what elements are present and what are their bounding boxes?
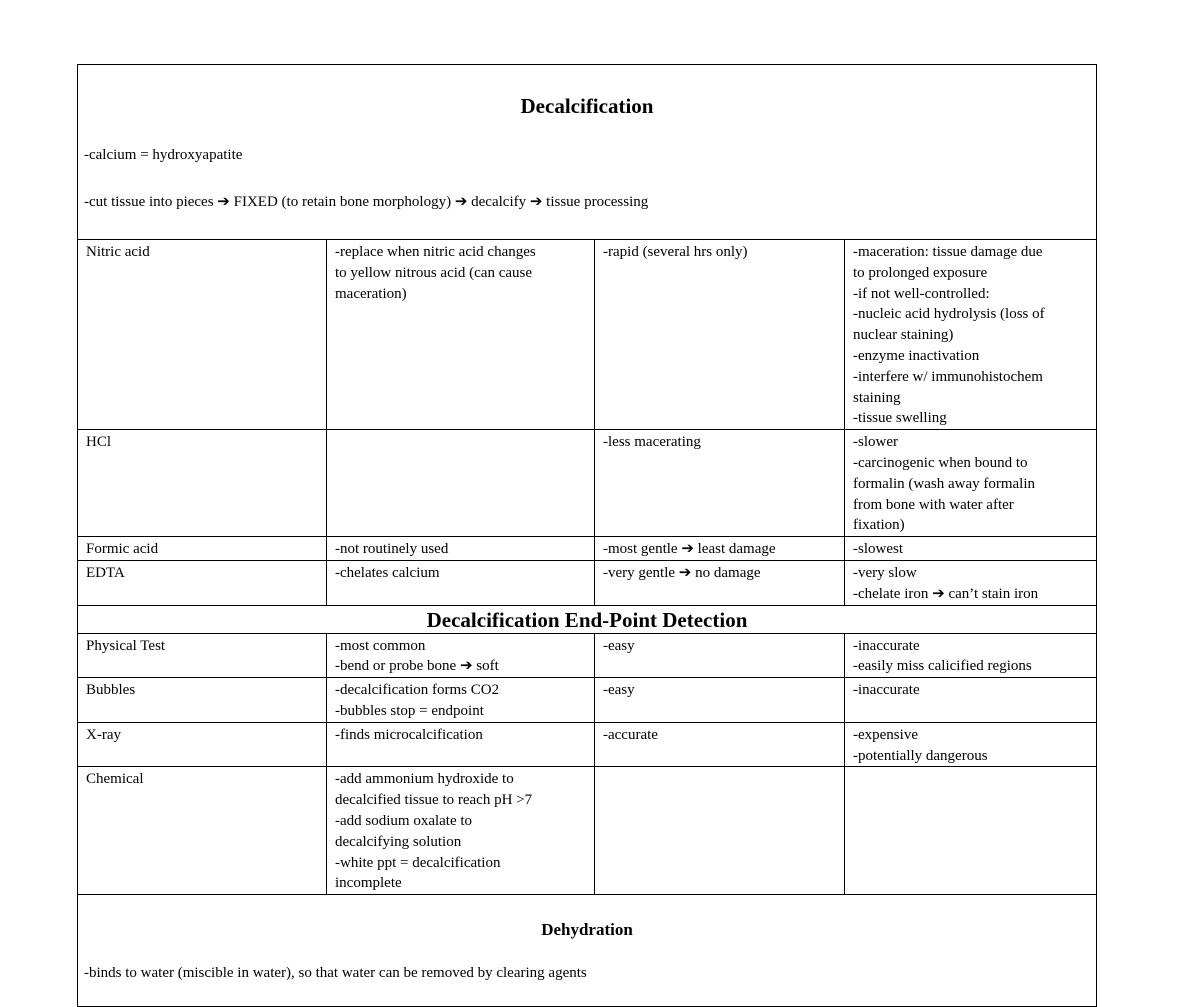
disadvantage-cell: -slower -carcinogenic when bound to formalin (wash away formalin from bone with water after fixation) <box>845 430 1097 537</box>
advantage-cell: -very gentle ➔ no damage <box>595 560 845 605</box>
table-row <box>78 722 1097 767</box>
table-row <box>78 633 1097 678</box>
advantage-cell: -most gentle ➔ least damage <box>595 537 845 561</box>
disadvantage-cell: -inaccurate -easily miss calicified regions <box>845 633 1097 678</box>
note-cell: -chelates calcium <box>327 560 595 605</box>
disadvantage-cell: -maceration: tissue damage due to prolonged exposure -if not well-controlled: -nucleic acid hydrolysis (loss of nuclear staining) -enzyme inactivation -interfere w/ immunohistochem staining -tissue swelling <box>845 240 1097 430</box>
decalcification-title: Decalcification <box>520 94 654 118</box>
disadvantage-cell: -expensive -potentially dangerous <box>845 722 1097 767</box>
note-cell: -add ammonium hydroxide to decalcified tissue to reach pH >7 -add sodium oxalate to decalcifying solution -white ppt = decalcification incomplete <box>327 767 595 895</box>
note-cell: -most common -bend or probe bone ➔ soft <box>327 633 595 678</box>
advantage-cell: -easy <box>595 633 845 678</box>
agent-cell: HCl <box>78 430 327 537</box>
table-row <box>78 767 1097 895</box>
table-row <box>78 560 1097 605</box>
note-cell: -decalcification forms CO2 -bubbles stop = endpoint <box>327 678 595 723</box>
advantage-cell: -accurate <box>595 722 845 767</box>
note-cell: -not routinely used <box>327 537 595 561</box>
agent-cell: Formic acid <box>78 537 327 561</box>
agent-cell: EDTA <box>78 560 327 605</box>
decalcification-table <box>77 64 1097 1007</box>
table-row <box>78 240 1097 430</box>
method-cell: X-ray <box>78 722 327 767</box>
disadvantage-cell: -very slow -chelate iron ➔ can’t stain iron <box>845 560 1097 605</box>
advantage-cell: -rapid (several hrs only) <box>595 240 845 430</box>
decalcification-header-row <box>78 65 1097 240</box>
table-row <box>78 430 1097 537</box>
dehydration-note: -binds to water (miscible in water), so that water can be removed by clearing agents <box>84 965 587 982</box>
method-cell: Bubbles <box>78 678 327 723</box>
dehydration-section <box>78 895 1097 1007</box>
endpoint-header-row <box>78 605 1097 633</box>
dehydration-title: Dehydration <box>541 920 633 940</box>
method-cell: Chemical <box>78 767 327 895</box>
endpoint-title: Decalcification End-Point Detection <box>78 605 1097 633</box>
disadvantage-cell <box>845 767 1097 895</box>
decalcification-note-2: -cut tissue into pieces ➔ FIXED (to retain bone morphology) ➔ decalcify ➔ tissue processing <box>84 194 649 210</box>
decalcification-note-1: -calcium = hydroxyapatite <box>84 147 243 163</box>
decalcification-section <box>78 65 1097 240</box>
table-row <box>78 678 1097 723</box>
table-row <box>78 537 1097 561</box>
note-cell: -finds microcalcification <box>327 722 595 767</box>
notes-sheet <box>77 64 1096 1007</box>
advantage-cell: -easy <box>595 678 845 723</box>
disadvantage-cell: -inaccurate <box>845 678 1097 723</box>
advantage-cell <box>595 767 845 895</box>
disadvantage-cell: -slowest <box>845 537 1097 561</box>
advantage-cell: -less macerating <box>595 430 845 537</box>
note-cell: -replace when nitric acid changes to yellow nitrous acid (can cause maceration) <box>327 240 595 430</box>
agent-cell: Nitric acid <box>78 240 327 430</box>
dehydration-row <box>78 895 1097 1007</box>
note-cell <box>327 430 595 537</box>
method-cell: Physical Test <box>78 633 327 678</box>
